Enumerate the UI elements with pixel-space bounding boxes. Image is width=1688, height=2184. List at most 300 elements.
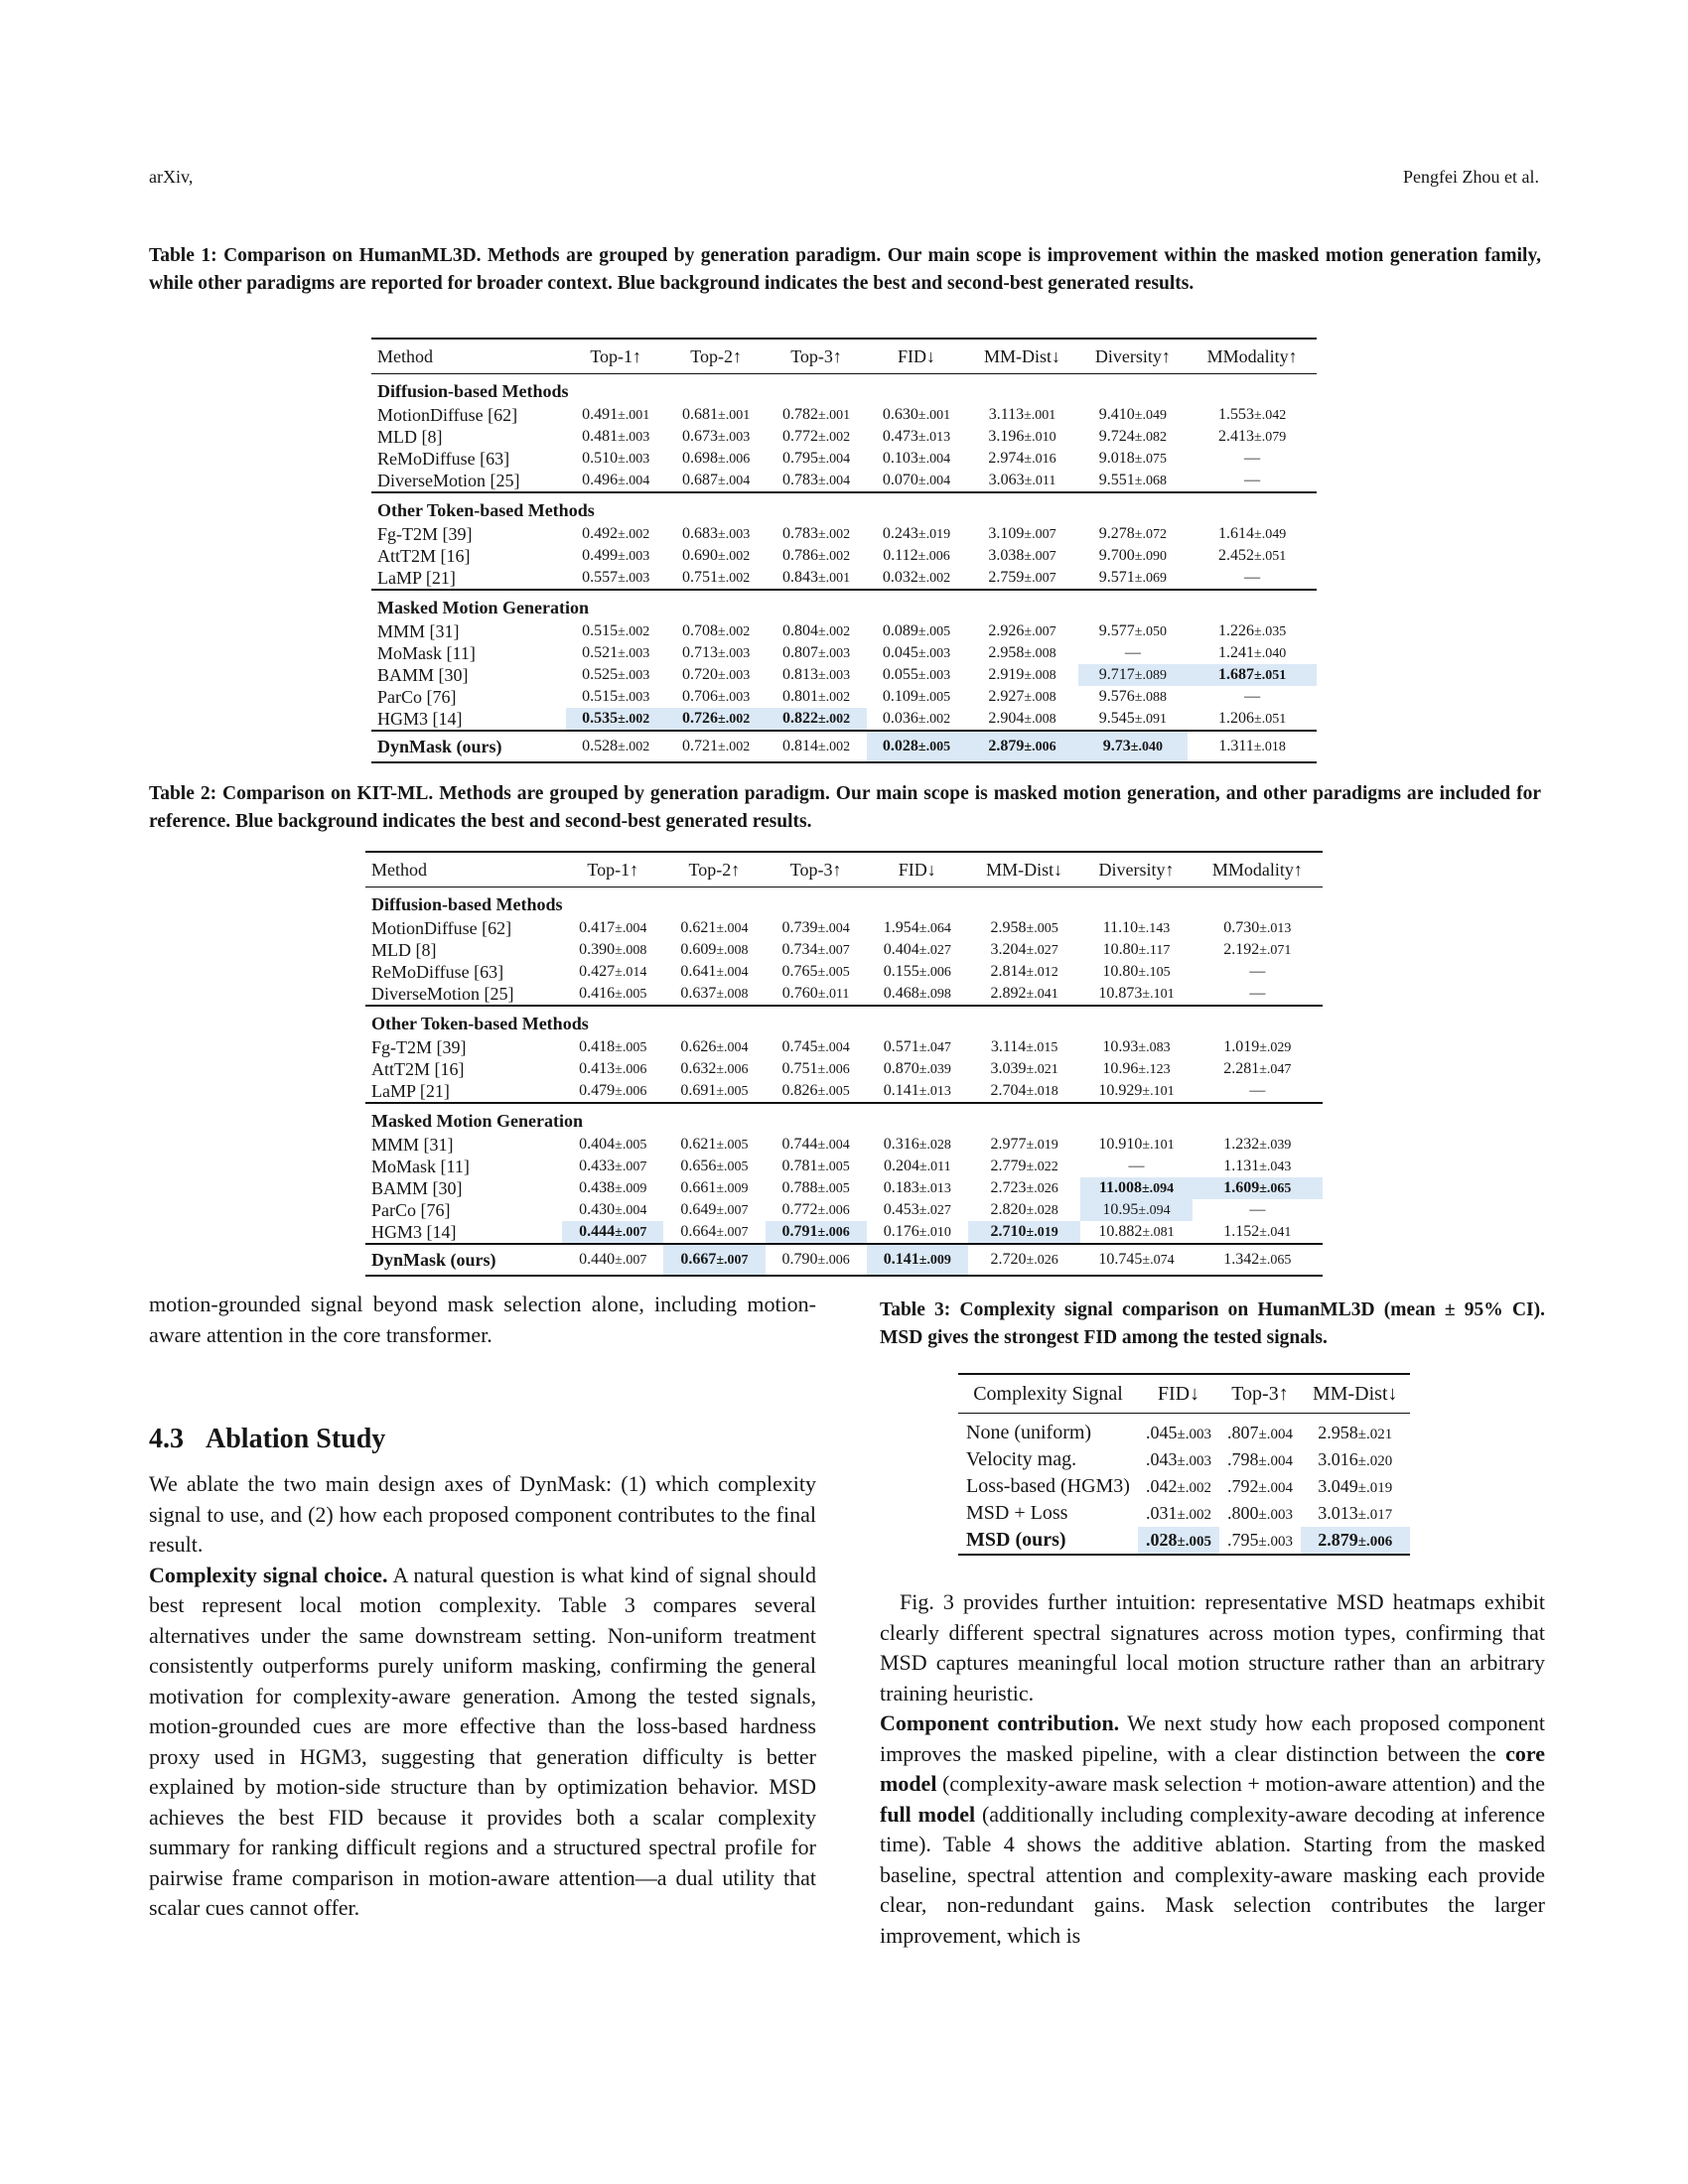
table1-value-cell: 0.491±.001 — [582, 406, 650, 423]
table2-value-cell: 0.691±.005 — [680, 1082, 749, 1099]
table1-value-cell: 0.070±.004 — [882, 472, 951, 488]
table3 — [958, 1373, 1410, 1556]
table2-value-cell: 0.632±.006 — [680, 1060, 749, 1077]
table2-value-cell: 0.433±.007 — [579, 1158, 647, 1174]
table1-value-cell: 1.226±.035 — [1218, 622, 1287, 639]
table2-value-cell: 0.734±.007 — [781, 941, 850, 958]
table1-method-cell: Fg-T2M [39] — [377, 523, 473, 544]
table3-value-cell: .043±.003 — [1145, 1449, 1211, 1469]
table-row — [371, 620, 1317, 642]
table1-value-cell: 0.783±.002 — [781, 525, 851, 542]
table2-value-cell: 0.571±.047 — [883, 1038, 951, 1055]
table2-value-cell: 0.730±.013 — [1223, 919, 1292, 936]
table1-method-cell: BAMM [30] — [377, 664, 469, 685]
table1-value-cell: 0.801±.002 — [781, 688, 851, 705]
table-row — [371, 545, 1317, 567]
table1-value-cell: 0.496±.004 — [582, 472, 650, 488]
full-model-term: full model — [880, 1801, 976, 1827]
table1-header-row — [371, 339, 1317, 374]
table1-group-label: Diffusion-based Methods — [377, 380, 569, 401]
table2 — [365, 851, 1323, 1277]
table1-value-cell: 0.706±.003 — [682, 688, 751, 705]
table-row — [365, 939, 1323, 961]
table1-method-cell: ParCo [76] — [377, 686, 457, 707]
table3-value-cell: .800±.003 — [1226, 1503, 1293, 1523]
table1-value-cell: 0.481±.003 — [582, 428, 650, 445]
table1-value-cell: 2.452±.051 — [1218, 547, 1287, 564]
table2-value-cell: 0.418±.005 — [579, 1038, 647, 1055]
table3-col-header: Top-3↑ — [1219, 1374, 1301, 1414]
table2-value-cell: 0.204±.011 — [883, 1158, 951, 1174]
section-title: Ablation Study — [206, 1424, 386, 1454]
table-row — [371, 426, 1317, 448]
component-text-a: We next study how each proposed component improves the masked pipeline, with a clear distinction between the — [880, 1710, 1545, 1766]
table1-value-cell: 0.687±.004 — [682, 472, 751, 488]
table2-value-cell: 2.779±.022 — [990, 1158, 1058, 1174]
table1-value-cell: 0.521±.003 — [582, 644, 650, 661]
table-row — [365, 1199, 1323, 1221]
table1-wrapper — [371, 338, 1317, 763]
table2-method-cell: MMM [31] — [371, 1134, 454, 1155]
table3-signal-cell: Loss-based (HGM3) — [966, 1475, 1130, 1497]
table-row — [958, 1527, 1410, 1555]
table1-value-cell: 0.510±.003 — [582, 450, 650, 467]
table2-value-cell: 2.977±.019 — [990, 1136, 1058, 1153]
table2-group-row — [365, 887, 1323, 918]
core-model-term: core model — [880, 1740, 1545, 1796]
table1-col-header: Top-3↑ — [767, 339, 867, 374]
table-row — [371, 664, 1317, 686]
table-row — [371, 404, 1317, 426]
table1-col-header: Diversity↑ — [1078, 339, 1189, 374]
table1-value-cell: 0.515±.002 — [582, 622, 650, 639]
table1-group-row — [371, 374, 1317, 405]
running-header-right: Pengfei Zhou et al. — [1403, 167, 1539, 187]
table2-value-cell: 0.609±.008 — [680, 941, 749, 958]
table1-col-header: FID↓ — [867, 339, 967, 374]
table2-value-cell: 1.152±.041 — [1223, 1223, 1292, 1240]
table1-value-cell: 0.772±.002 — [781, 428, 851, 445]
table1-col-header: Top-2↑ — [666, 339, 767, 374]
table1-method-cell: MMM [31] — [377, 620, 460, 641]
table1-value-cell: 0.630±.001 — [882, 406, 951, 423]
table1-value-cell: 0.089±.005 — [882, 622, 951, 639]
table2-method-cell: HGM3 [14] — [371, 1221, 457, 1242]
table2-value-cell: 0.791±.006 — [766, 1221, 867, 1244]
table3-signal-cell: MSD + Loss — [966, 1502, 1068, 1524]
table1-group-label: Other Token-based Methods — [371, 492, 1317, 523]
table2-value-cell: 0.661±.009 — [680, 1179, 749, 1196]
table1-value-cell: 0.726±.002 — [666, 708, 767, 731]
component-text-b: (complexity-aware mask selection + motion-aware attention) and the — [936, 1771, 1545, 1796]
table1-value-cell: 0.473±.013 — [882, 428, 951, 445]
component-contribution-lead: Component contribution. — [880, 1710, 1120, 1735]
table1-ours-value: 0.528±.002 — [566, 731, 666, 762]
table-row — [371, 708, 1317, 731]
table-row — [365, 1080, 1323, 1103]
table1-value-cell: 3.113±.001 — [988, 406, 1056, 423]
table1-value-cell: 0.698±.006 — [682, 450, 751, 467]
table1-method-cell: MoMask [11] — [377, 642, 476, 663]
table2-method-cell: LaMP [21] — [371, 1080, 450, 1101]
table2-value-cell: 0.141±.013 — [883, 1082, 951, 1099]
table1-value-cell: 2.958±.008 — [988, 644, 1056, 661]
table2-value-cell: 1.019±.029 — [1223, 1038, 1292, 1055]
table1-group-label: Masked Motion Generation — [371, 590, 1317, 620]
table2-value-cell: 2.814±.012 — [990, 963, 1058, 980]
table2-header-row — [365, 852, 1323, 887]
table2-ours-method: DynMask (ours) — [365, 1244, 562, 1276]
table1-value-cell: 0.243±.019 — [882, 525, 951, 542]
table-row — [371, 470, 1317, 492]
table1-value-cell: 9.278±.072 — [1098, 525, 1167, 542]
table1-value-cell: 0.708±.002 — [682, 622, 751, 639]
table2-value-cell: 2.958±.005 — [990, 919, 1058, 936]
table2-value-cell: — — [1249, 1082, 1266, 1099]
table1-ours-value: 0.028±.005 — [867, 731, 967, 762]
table1-value-cell: 9.717±.089 — [1078, 664, 1189, 686]
table2-value-cell: 2.710±.019 — [968, 1221, 1080, 1244]
table2-group-label: Masked Motion Generation — [365, 1103, 1323, 1134]
table2-method-cell: MotionDiffuse [62] — [371, 917, 512, 938]
table-row — [371, 686, 1317, 708]
table2-value-cell: 0.453±.027 — [883, 1201, 951, 1218]
table2-value-cell: 2.820±.028 — [990, 1201, 1058, 1218]
table-row — [371, 448, 1317, 470]
table2-value-cell: 0.649±.007 — [680, 1201, 749, 1218]
table2-col-header: MM-Dist↓ — [968, 852, 1080, 887]
table2-ours-value: 1.342±.065 — [1193, 1244, 1323, 1276]
table1-value-cell: 0.681±.001 — [682, 406, 751, 423]
table2-value-cell: 0.870±.039 — [883, 1060, 951, 1077]
table1-value-cell: 0.751±.002 — [682, 569, 751, 586]
table-row — [365, 1036, 1323, 1058]
section-number: 4.3 — [149, 1424, 184, 1454]
table2-value-cell: 3.114±.015 — [990, 1038, 1058, 1055]
table3-value-cell: 3.013±.017 — [1318, 1503, 1393, 1523]
table1-value-cell: 2.926±.007 — [988, 622, 1056, 639]
table1-ours-value: 0.814±.002 — [767, 731, 867, 762]
table1-value-cell: — — [1244, 688, 1261, 705]
table2-value-cell: 0.772±.006 — [781, 1201, 850, 1218]
table1-value-cell: 2.904±.008 — [988, 710, 1056, 727]
table1-value-cell: 0.720±.003 — [682, 666, 751, 683]
table2-group-row — [365, 1006, 1323, 1036]
table1-value-cell: 1.553±.042 — [1218, 406, 1287, 423]
table2-value-cell: 3.039±.021 — [990, 1060, 1058, 1077]
table1-value-cell: 2.974±.016 — [988, 450, 1056, 467]
table2-value-cell: 0.826±.005 — [781, 1082, 850, 1099]
table2-value-cell: 0.664±.007 — [680, 1223, 749, 1240]
table3-value-cell: 3.016±.020 — [1318, 1449, 1393, 1469]
table1-col-header: Top-1↑ — [566, 339, 666, 374]
table2-value-cell: 0.390±.008 — [579, 941, 647, 958]
table2-value-cell: 10.95±.094 — [1080, 1199, 1192, 1221]
table-row — [365, 961, 1323, 983]
table1-value-cell: 0.804±.002 — [781, 622, 851, 639]
table1-value-cell: 0.813±.003 — [781, 666, 851, 683]
table3-value-cell: 3.049±.019 — [1318, 1476, 1393, 1496]
table1-method-cell: HGM3 [14] — [377, 708, 463, 729]
table1-method-cell: LaMP [21] — [377, 567, 456, 588]
table2-ours-value: 0.667±.007 — [663, 1244, 765, 1276]
table2-value-cell: 0.430±.004 — [579, 1201, 647, 1218]
table1-method-cell: DiverseMotion [25] — [377, 470, 520, 490]
table1-value-cell: 3.196±.010 — [988, 428, 1056, 445]
table1-value-cell: 0.782±.001 — [781, 406, 851, 423]
table2-method-cell: DiverseMotion [25] — [371, 983, 514, 1004]
ablation-intro-paragraph: We ablate the two main design axes of DynMask: (1) which complexity signal to use, and (2) how each proposed component contributes to the final result. — [149, 1471, 816, 1557]
table1-value-cell: 0.786±.002 — [781, 547, 851, 564]
table2-method-cell: AttT2M [16] — [371, 1058, 465, 1079]
table2-group-label: Other Token-based Methods — [365, 1006, 1323, 1036]
table2-caption: Table 2: Comparison on KIT-ML. Methods are grouped by generation paradigm. Our main scope is masked motion generation, and other paradigms are included for reference. Blue background indicates the best and second-best generated results. — [149, 783, 1541, 832]
table1-value-cell: 9.577±.050 — [1098, 622, 1167, 639]
table2-group-row — [365, 1103, 1323, 1134]
table2-value-cell: 0.760±.011 — [781, 985, 850, 1002]
complexity-signal-lead: Complexity signal choice. — [149, 1562, 388, 1587]
table2-value-cell: 0.479±.006 — [579, 1082, 647, 1099]
table1-col-header: MModality↑ — [1188, 339, 1317, 374]
table1-value-cell: 9.410±.049 — [1098, 406, 1167, 423]
table3-value-cell: .028±.005 — [1138, 1527, 1219, 1555]
table3-signal-cell: MSD (ours) — [958, 1527, 1138, 1555]
table2-value-cell: 0.176±.010 — [883, 1223, 951, 1240]
table1-value-cell: 0.683±.003 — [682, 525, 751, 542]
table2-group-label: Diffusion-based Methods — [371, 893, 563, 914]
table-row — [958, 1500, 1410, 1527]
table3-caption: Table 3: Complexity signal comparison on HumanML3D (mean ± 95% CI). MSD gives the strongest FID among the tested signals. — [880, 1299, 1545, 1348]
table1-value-cell: 9.576±.088 — [1098, 688, 1167, 705]
table1-value-cell: 0.690±.002 — [682, 547, 751, 564]
table3-value-cell: 2.879±.006 — [1301, 1527, 1410, 1555]
table1-value-cell: 0.807±.003 — [781, 644, 851, 661]
table2-method-cell: MoMask [11] — [371, 1156, 470, 1176]
table2-value-cell: — — [1249, 985, 1266, 1002]
section-heading — [149, 1424, 816, 1455]
table2-method-cell: MLD [8] — [371, 939, 437, 960]
table2-value-cell: 0.626±.004 — [680, 1038, 749, 1055]
table2-ours-value: 0.141±.009 — [867, 1244, 968, 1276]
table1-value-cell: 9.551±.068 — [1098, 472, 1167, 488]
table1-col-header: MM-Dist↓ — [966, 339, 1077, 374]
table2-value-cell: 0.765±.005 — [781, 963, 850, 980]
table3-col-header: Complexity Signal — [958, 1374, 1138, 1414]
table1-value-cell: 2.413±.079 — [1218, 428, 1287, 445]
table1-value-cell: 0.535±.002 — [566, 708, 666, 731]
table2-value-cell: 2.892±.041 — [990, 985, 1058, 1002]
table-row — [371, 567, 1317, 590]
table1-method-cell: ReMoDiffuse [63] — [377, 448, 510, 469]
table2-value-cell: 10.910±.101 — [1098, 1136, 1175, 1153]
table2-col-header: Top-1↑ — [562, 852, 663, 887]
table3-value-cell: .807±.004 — [1226, 1423, 1293, 1442]
table-row — [365, 1177, 1323, 1199]
table1-value-cell: 0.055±.003 — [882, 666, 951, 683]
table2-value-cell: 0.183±.013 — [883, 1179, 951, 1196]
table3-wrapper — [958, 1373, 1410, 1556]
table2-value-cell: 0.155±.006 — [883, 963, 951, 980]
table1-value-cell: — — [1244, 472, 1261, 488]
table1-ours-value: 2.879±.006 — [966, 731, 1077, 762]
table3-signal-cell: None (uniform) — [966, 1422, 1092, 1443]
table2-value-cell: 0.621±.005 — [680, 1136, 749, 1153]
table3-value-cell: .798±.004 — [1226, 1449, 1293, 1469]
table2-value-cell: 0.621±.004 — [680, 919, 749, 936]
table2-ours-value: 0.790±.006 — [766, 1244, 867, 1276]
table2-value-cell: 1.131±.043 — [1223, 1158, 1292, 1174]
table-row — [371, 642, 1317, 664]
table2-value-cell: 0.641±.004 — [680, 963, 749, 980]
table1-value-cell: 3.063±.011 — [988, 472, 1056, 488]
table1-value-cell: 2.919±.008 — [988, 666, 1056, 683]
table2-ours-row — [365, 1244, 1323, 1276]
table-row — [371, 523, 1317, 545]
table3-value-cell: .792±.004 — [1226, 1476, 1293, 1496]
table2-value-cell: 10.96±.123 — [1102, 1060, 1171, 1077]
ablation-paragraphs — [149, 1469, 816, 1924]
component-contribution-paragraph — [880, 1708, 1545, 1951]
table2-value-cell: 0.404±.027 — [883, 941, 951, 958]
table2-method-cell: Fg-T2M [39] — [371, 1036, 467, 1057]
table2-value-cell: 10.80±.117 — [1102, 941, 1171, 958]
table2-value-cell: 3.204±.027 — [990, 941, 1058, 958]
complexity-signal-paragraph — [149, 1561, 816, 1924]
table1-value-cell: — — [1244, 569, 1261, 586]
table-row — [365, 983, 1323, 1006]
table2-ours-value: 0.440±.007 — [562, 1244, 663, 1276]
table1-value-cell: 0.515±.003 — [582, 688, 650, 705]
table2-value-cell: — — [1128, 1158, 1145, 1174]
table2-value-cell: — — [1249, 963, 1266, 980]
table3-col-header: MM-Dist↓ — [1301, 1374, 1410, 1414]
table2-col-header: FID↓ — [867, 852, 968, 887]
table-row — [958, 1473, 1410, 1500]
table2-value-cell: 1.954±.064 — [883, 919, 951, 936]
table2-value-cell: 0.444±.007 — [562, 1221, 663, 1244]
table1-value-cell: 0.843±.001 — [781, 569, 851, 586]
table3-value-cell: .795±.003 — [1219, 1527, 1301, 1555]
table2-value-cell: 2.192±.071 — [1223, 941, 1292, 958]
table1-value-cell: 1.614±.049 — [1218, 525, 1287, 542]
table2-value-cell: 0.404±.005 — [579, 1136, 647, 1153]
table2-value-cell: 2.723±.026 — [990, 1179, 1058, 1196]
table2-value-cell: 0.413±.006 — [579, 1060, 647, 1077]
table3-value-cell: 2.958±.021 — [1318, 1423, 1393, 1442]
table1-value-cell: 0.673±.003 — [682, 428, 751, 445]
table3-value-cell: .045±.003 — [1145, 1423, 1211, 1442]
table-row — [365, 1156, 1323, 1177]
table2-value-cell: 0.781±.005 — [781, 1158, 850, 1174]
table2-value-cell: 0.656±.005 — [680, 1158, 749, 1174]
table1-value-cell: 9.724±.082 — [1098, 428, 1167, 445]
table1-value-cell: 9.700±.090 — [1098, 547, 1167, 564]
table1-col-header: Method — [371, 339, 566, 374]
component-text-c: (additionally including complexity-aware decoding at inference time). Table 4 shows the additive ablation. Starting from the masked baseline, spectral attention and complexity-aware masking each provide clear, non-redundant gains. Mask selection contributes the larger improvement, which is — [880, 1801, 1545, 1948]
table2-value-cell: 0.427±.014 — [579, 963, 647, 980]
table2-col-header: Diversity↑ — [1080, 852, 1192, 887]
table3-value-cell: .042±.002 — [1145, 1476, 1211, 1496]
table2-value-cell: 0.438±.009 — [579, 1179, 647, 1196]
table1-value-cell: 0.036±.002 — [882, 710, 951, 727]
table1-value-cell: — — [1244, 450, 1261, 467]
table1-group-row — [371, 492, 1317, 523]
table2-value-cell: 11.008±.094 — [1080, 1177, 1192, 1199]
intro-paragraph: motion-grounded signal beyond mask selection alone, including motion-aware attention in the core transformer. — [149, 1292, 816, 1347]
table1-value-cell: 0.783±.004 — [781, 472, 851, 488]
table3-value-cell: .031±.002 — [1145, 1503, 1211, 1523]
table3-signal-cell: Velocity mag. — [966, 1448, 1077, 1470]
table1-ours-method: DynMask (ours) — [371, 731, 566, 762]
table2-col-header: Top-3↑ — [766, 852, 867, 887]
table2-method-cell: ReMoDiffuse [63] — [371, 961, 504, 982]
table2-value-cell: 0.417±.004 — [579, 919, 647, 936]
table2-value-cell: 0.788±.005 — [781, 1179, 850, 1196]
table2-value-cell: 2.704±.018 — [990, 1082, 1058, 1099]
table2-value-cell: — — [1249, 1201, 1266, 1218]
table2-value-cell: 0.744±.004 — [781, 1136, 850, 1153]
complexity-signal-text: A natural question is what kind of signal should best represent local motion complexity. Table 3 compares several alternatives under the same downstream setting. Non-uniform treatment consistently outperforms purely uniform masking, confirming the general motivation for complexity-aware generation. Among the tested signals, motion-grounded cues are more effective than the loss-based hardness proxy used in HGM3, suggesting that generation difficulty is better explained by motion-side structure than by optimization behavior. MSD achieves the best FID because it provides both a scalar complexity summary for ranking difficult regions and a structured spectral profile for pairwise frame comparison in motion-aware attention—a dual utility that scalar cues cannot offer. — [149, 1562, 816, 1920]
table1-value-cell: 9.571±.069 — [1098, 569, 1167, 586]
table2-value-cell: 0.739±.004 — [781, 919, 850, 936]
table1-ours-row — [371, 731, 1317, 762]
table1-caption: Table 1: Comparison on HumanML3D. Methods are grouped by generation paradigm. Our main scope is improvement within the masked motion generation family, while other paradigms are reported for broader context. Blue background indicates the best and second-best generated results. — [149, 245, 1541, 294]
table1-value-cell: 1.241±.040 — [1218, 644, 1287, 661]
fig3-paragraph: Fig. 3 provides further intuition: representative MSD heatmaps exhibit clearly different spectral signatures across motion types, confirming that MSD captures meaningful local motion structure rather than an arbitrary training heuristic. — [880, 1589, 1545, 1706]
table2-value-cell: 10.80±.105 — [1102, 963, 1171, 980]
table-row — [365, 917, 1323, 939]
table1-value-cell: 2.759±.007 — [988, 569, 1056, 586]
table1-value-cell: 0.109±.005 — [882, 688, 951, 705]
table1-value-cell: 0.795±.004 — [781, 450, 851, 467]
table1-value-cell: 0.557±.003 — [582, 569, 650, 586]
table2-value-cell: 10.929±.101 — [1098, 1082, 1175, 1099]
table1-value-cell: 9.545±.091 — [1098, 710, 1167, 727]
table2-method-cell: ParCo [76] — [371, 1199, 451, 1220]
table2-value-cell: 0.745±.004 — [781, 1038, 850, 1055]
table1-value-cell: 0.492±.002 — [582, 525, 650, 542]
table2-value-cell: 0.468±.098 — [883, 985, 951, 1002]
table2-col-header: Top-2↑ — [663, 852, 765, 887]
table2-value-cell: 0.751±.006 — [781, 1060, 850, 1077]
table-row — [365, 1221, 1323, 1244]
table1-value-cell: 0.103±.004 — [882, 450, 951, 467]
table1-method-cell: AttT2M [16] — [377, 545, 471, 566]
table1-value-cell: 1.206±.051 — [1218, 710, 1287, 727]
table2-wrapper — [365, 851, 1323, 1277]
table2-method-cell: BAMM [30] — [371, 1177, 463, 1198]
table1-method-cell: MLD [8] — [377, 426, 443, 447]
table2-col-header: Method — [365, 852, 562, 887]
table2-value-cell: 0.316±.028 — [883, 1136, 951, 1153]
running-header-left: arXiv, — [149, 167, 194, 187]
table-row — [958, 1414, 1410, 1447]
table1-value-cell: 0.032±.002 — [882, 569, 951, 586]
table1-value-cell: 0.499±.003 — [582, 547, 650, 564]
table1-value-cell: — — [1124, 644, 1141, 661]
table2-value-cell: 1.232±.039 — [1223, 1136, 1292, 1153]
table1-group-row — [371, 590, 1317, 620]
table2-value-cell: 0.416±.005 — [579, 985, 647, 1002]
table1-ours-value: 1.311±.018 — [1188, 731, 1317, 762]
table2-value-cell: 1.609±.065 — [1193, 1177, 1323, 1199]
table1-value-cell: 3.038±.007 — [988, 547, 1056, 564]
table1-method-cell: MotionDiffuse [62] — [377, 404, 518, 425]
table-row — [365, 1134, 1323, 1156]
table2-value-cell: 11.10±.143 — [1102, 919, 1171, 936]
table1-value-cell: 0.822±.002 — [767, 708, 867, 731]
table1-value-cell: 0.525±.003 — [582, 666, 650, 683]
